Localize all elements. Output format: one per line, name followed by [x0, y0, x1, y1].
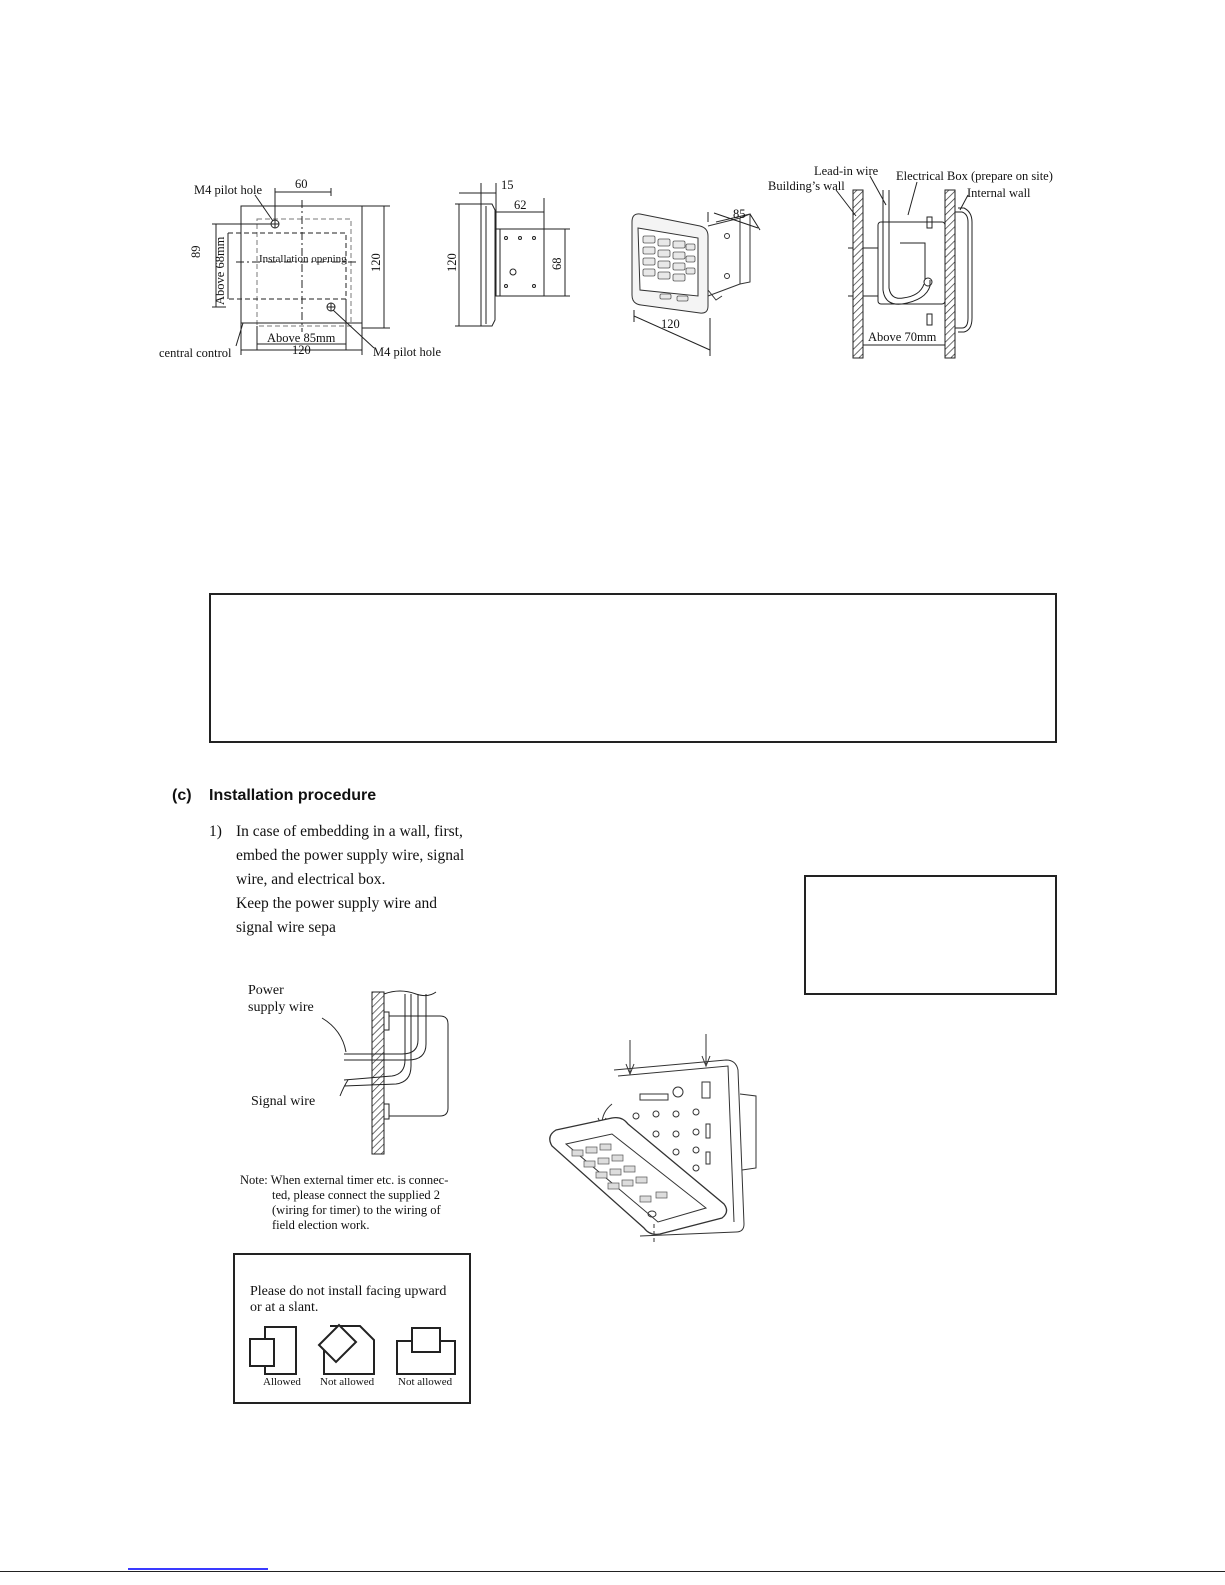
dim-120-side-label: 120: [445, 253, 459, 272]
not-allowed-label-1: Not allowed: [320, 1376, 375, 1388]
step-1-line-3: wire, and electrical box.: [236, 871, 386, 888]
note-line-4: field election work.: [272, 1218, 370, 1232]
dim-120-right-label: 120: [369, 253, 383, 272]
footer-rule: [0, 1571, 1225, 1572]
internal-wall-label: Internal wall: [967, 186, 1031, 200]
dim-62-label: 62: [514, 198, 527, 212]
note-line-2: ted, please connect the supplied 2: [272, 1188, 440, 1202]
orientation-line-2: or at a slant.: [250, 1300, 319, 1315]
above-70mm-label: Above 70mm: [868, 330, 937, 344]
step-1-line-5: signal wire sepa: [236, 919, 336, 936]
dim-85-label: 85: [733, 207, 746, 221]
note-line-1: Note: When external timer etc. is connec-: [240, 1173, 449, 1187]
buildings-wall-label: Building’s wall: [768, 179, 845, 193]
section-c-title: Installation procedure: [209, 787, 377, 804]
allowed-label: Allowed: [263, 1376, 301, 1388]
dim-89-label: 89: [189, 245, 203, 258]
orientation-line-1: Please do not install facing upward: [250, 1284, 447, 1299]
central-control-label: central control: [159, 346, 232, 360]
dim-120-bottom-label: 120: [292, 343, 311, 357]
section-c-letter: (c): [172, 787, 192, 804]
signal-wire-label: Signal wire: [251, 1094, 316, 1109]
dim-68-label: 68: [550, 257, 564, 270]
dim-15-label: 15: [501, 178, 514, 192]
power-wire-label-1: Power: [248, 983, 284, 998]
step-1-line-1: In case of embedding in a wall, first,: [236, 823, 463, 840]
power-wire-label-2: supply wire: [248, 1000, 314, 1015]
footer-link-underline[interactable]: [128, 1568, 268, 1570]
above-68mm-label: Above 68mm: [213, 236, 227, 305]
step-1-line-2: embed the power supply wire, signal: [236, 847, 465, 864]
above-85mm-label: Above 85mm: [267, 331, 336, 345]
note-line-3: (wiring for timer) to the wiring of: [272, 1203, 441, 1217]
m4-pilot-hole-bottom-label: M4 pilot hole: [373, 345, 442, 359]
m4-pilot-hole-top-label: M4 pilot hole: [194, 183, 263, 197]
electrical-box-label: Electrical Box (prepare on site): [896, 169, 1053, 183]
installation-opening-label: Installation opening: [259, 253, 347, 265]
not-allowed-label-2: Not allowed: [398, 1376, 453, 1388]
step-1-number: 1): [209, 823, 222, 840]
dim-120-3d-label: 120: [661, 317, 680, 331]
lead-in-wire-label: Lead-in wire: [814, 164, 879, 178]
step-1-line-4: Keep the power supply wire and: [236, 895, 438, 912]
dim-60-label: 60: [295, 177, 308, 191]
